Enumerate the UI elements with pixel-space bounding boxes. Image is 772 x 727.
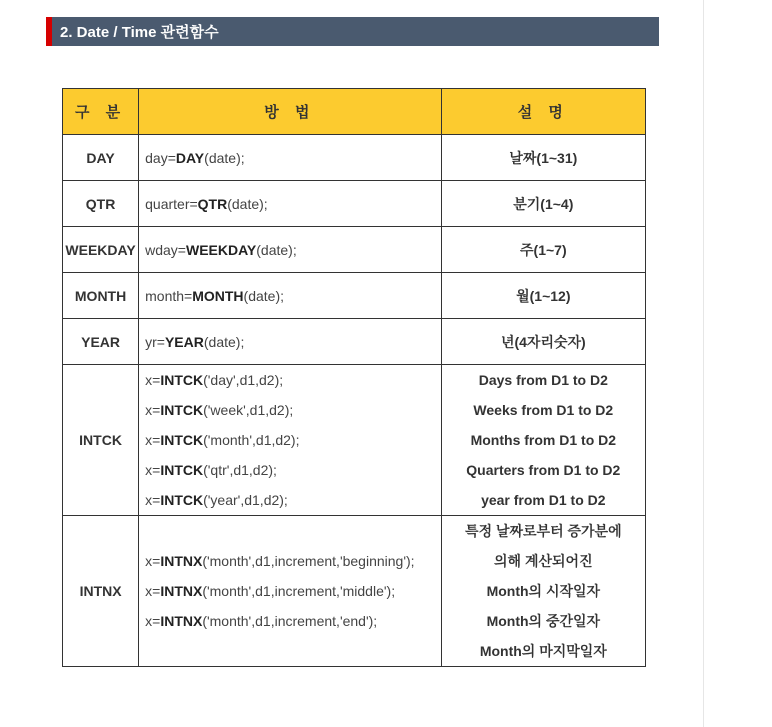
function-keyword: INTCK	[160, 402, 204, 418]
function-keyword: INTCK	[160, 432, 204, 448]
function-name-cell: QTR	[63, 181, 139, 227]
function-keyword: INTCK	[160, 372, 204, 388]
method-args: ('year',d1,d2);	[203, 492, 288, 508]
function-keyword: DAY	[175, 149, 205, 166]
description-cell	[441, 227, 645, 273]
function-keyword: INTNX	[160, 583, 203, 599]
table-body	[63, 135, 646, 667]
method-args: ('month',d1,increment,'middle');	[202, 583, 396, 599]
description-line: Days from D1 to D2	[478, 372, 608, 388]
function-keyword: QTR	[197, 195, 228, 212]
description-line: 주(1~7)	[520, 241, 567, 258]
description-line: 날짜(1~31)	[509, 149, 578, 166]
method-prefix: wday=	[145, 241, 186, 258]
method-line	[145, 196, 441, 212]
description-line: Month의 마지막일자	[479, 643, 607, 659]
description-line: Month의 시작일자	[486, 583, 601, 599]
function-name-cell: WEEKDAY	[63, 227, 139, 273]
header-description: 설 명	[441, 89, 645, 135]
method-line	[145, 242, 441, 258]
function-keyword: MONTH	[192, 287, 244, 304]
description-line: 년(4자리숫자)	[500, 333, 586, 350]
method-cell	[139, 319, 442, 365]
table-row	[63, 319, 646, 365]
method-args: (date);	[203, 333, 245, 350]
function-keyword: YEAR	[164, 333, 204, 350]
table-row	[63, 273, 646, 319]
description-cell	[441, 273, 645, 319]
function-name-cell: INTNX	[63, 516, 139, 667]
method-prefix: x=	[145, 372, 161, 388]
table-row	[63, 516, 646, 667]
function-name-cell: DAY	[63, 135, 139, 181]
method-cell	[139, 227, 442, 273]
description-cell	[441, 365, 645, 516]
method-args: (date);	[204, 149, 245, 166]
method-line	[145, 425, 441, 455]
method-prefix: x=	[145, 553, 161, 569]
method-cell	[139, 516, 442, 667]
description-line: Weeks from D1 to D2	[473, 402, 614, 418]
method-args: ('week',d1,d2);	[203, 402, 294, 418]
method-args: (date);	[256, 241, 297, 258]
method-cell	[139, 181, 442, 227]
method-line	[145, 150, 441, 166]
method-args: ('month',d1,increment,'end');	[202, 613, 378, 629]
function-keyword: WEEKDAY	[185, 241, 257, 258]
method-args: ('month',d1,increment,'beginning');	[202, 553, 415, 569]
table-header-row	[63, 89, 646, 135]
method-prefix: x=	[145, 402, 161, 418]
method-args: ('month',d1,d2);	[203, 432, 300, 448]
method-cell	[139, 273, 442, 319]
function-keyword: INTCK	[160, 492, 204, 508]
description-cell	[441, 135, 645, 181]
method-args: ('day',d1,d2);	[203, 372, 284, 388]
function-keyword: INTNX	[160, 553, 203, 569]
function-keyword: INTCK	[160, 462, 204, 478]
section-accent-bar	[46, 17, 52, 46]
method-prefix: day=	[145, 149, 176, 166]
method-args: (date);	[227, 195, 268, 212]
method-line	[145, 365, 441, 395]
table-row	[63, 181, 646, 227]
method-args: (date);	[243, 287, 285, 304]
table-row	[63, 365, 646, 516]
table-row	[63, 135, 646, 181]
method-line	[145, 455, 441, 485]
method-prefix: x=	[145, 583, 161, 599]
description-cell	[441, 181, 645, 227]
method-prefix: x=	[145, 432, 161, 448]
method-args: ('qtr',d1,d2);	[203, 462, 277, 478]
method-prefix: month=	[145, 287, 193, 304]
description-line: 월(1~12)	[516, 287, 571, 304]
header-category: 구 분	[63, 89, 139, 135]
description-line: year from D1 to D2	[481, 492, 606, 508]
section-header	[46, 17, 659, 46]
function-name-cell: INTCK	[63, 365, 139, 516]
method-prefix: yr=	[145, 333, 165, 350]
description-line: 특정 날짜로부터 증가분에	[465, 523, 622, 539]
description-line: 의해 계산되어진	[494, 553, 593, 569]
method-line	[145, 576, 441, 606]
method-cell	[139, 135, 442, 181]
method-prefix: x=	[145, 613, 161, 629]
description-cell	[441, 319, 645, 365]
description-line: Quarters from D1 to D2	[466, 462, 621, 478]
method-prefix: quarter=	[145, 195, 198, 212]
function-keyword: INTNX	[160, 613, 203, 629]
method-line	[145, 288, 441, 304]
function-name-cell: MONTH	[63, 273, 139, 319]
method-cell	[139, 365, 442, 516]
date-time-function-table	[62, 88, 646, 667]
description-cell	[441, 516, 645, 667]
section-title: 2. Date / Time 관련함수	[60, 24, 219, 41]
method-prefix: x=	[145, 462, 161, 478]
header-method: 방 법	[139, 89, 442, 135]
method-line	[145, 546, 441, 576]
description-line: Month의 중간일자	[486, 613, 601, 629]
table-row	[63, 227, 646, 273]
method-prefix: x=	[145, 492, 161, 508]
description-line: 분기(1~4)	[513, 195, 574, 212]
function-name-cell: YEAR	[63, 319, 139, 365]
description-line: Months from D1 to D2	[470, 432, 617, 448]
method-line	[145, 606, 441, 636]
method-line	[145, 395, 441, 425]
method-line	[145, 334, 441, 350]
method-line	[145, 485, 441, 515]
